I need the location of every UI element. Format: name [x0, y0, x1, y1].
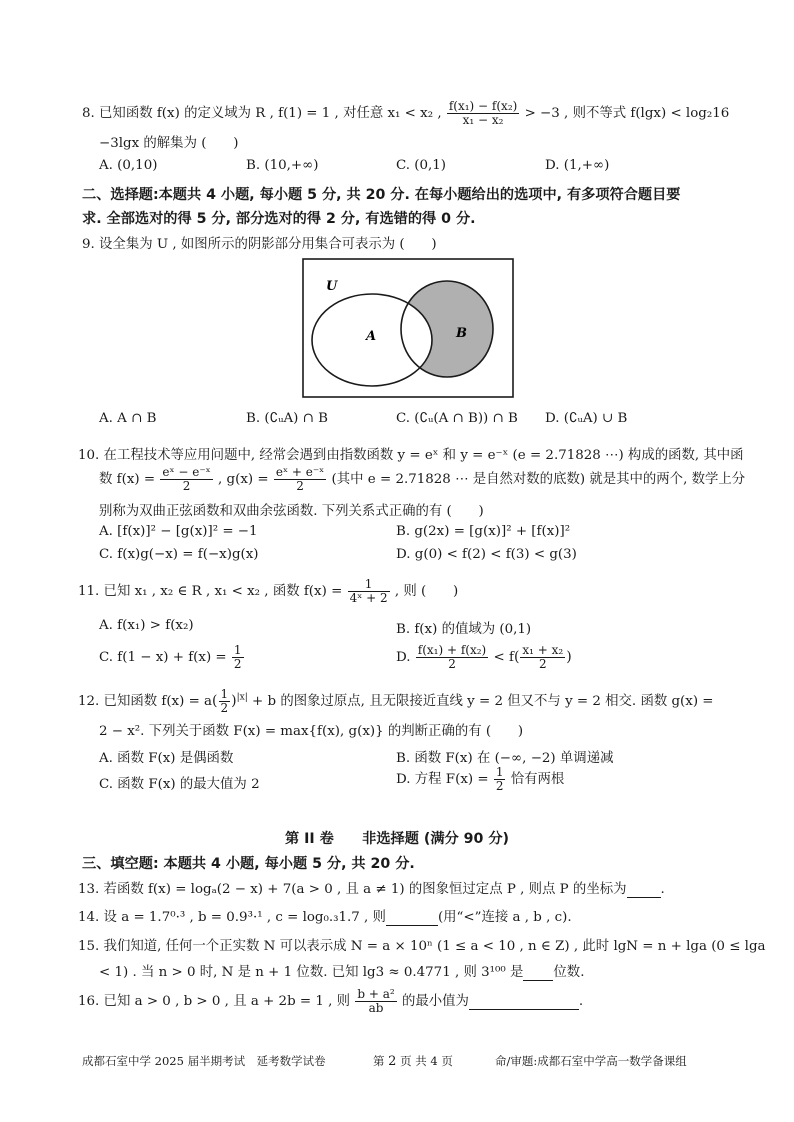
q12-option-a: A. 函数 F(x) 是偶函数: [99, 751, 234, 766]
q16: 16. 已知 a > 0 , b > 0 , 且 a + 2b = 1 , 则 $\frac{\text{b + a²}}{ab}$ 的最小值为 .: [78, 987, 584, 1015]
q9-option-c: C. (∁ᵤ(A ∩ B)) ∩ B: [396, 411, 518, 426]
q10-line1: 10. 在工程技术等应用问题中, 经常会遇到由指数函数 y = eˣ 和 y = e⁻ˣ (e = 2.71828 ⋯) 构成的函数, 其中函: [78, 448, 744, 463]
q12-text-a: 12. 已知函数 f(x) = a: [78, 694, 213, 709]
q11-d-paren-open: (: [513, 649, 520, 665]
q12-d-text-a: D. 方程 F(x) =: [396, 772, 489, 787]
q10-text-b: , g(x) =: [218, 472, 269, 487]
q14-text-b: (用“<”连接 a , b , c).: [437, 910, 572, 925]
footer-page: [373, 1053, 453, 1069]
q9-option-a: A. A ∩ B: [99, 411, 157, 426]
q8-text-a: 8. 已知函数 f(x) 的定义域为 R , f(1) = 1 , 对任意 x₁ < x₂ ,: [82, 106, 442, 121]
q8-frac-den: x₁ − x₂: [462, 113, 504, 127]
q11-frac-den: 4ˣ + 2: [349, 591, 388, 605]
q11-c-text: C. f(1 − x) + f(x) =: [99, 650, 227, 665]
q10-option-b: B. g(2x) = [g(x)]² + [f(x)]²: [396, 524, 571, 539]
q12-line2: 2 − x². 下列关于函数 F(x) = max{f(x), g(x)} 的判断正确的有 ( ): [99, 724, 524, 739]
q14-answer-blank[interactable]: [386, 910, 438, 926]
q10-g-num: eˣ + e⁻ˣ: [275, 465, 325, 479]
q16-text-a: 16. 已知 a > 0 , b > 0 , 且 a + 2b = 1 , 则: [78, 994, 351, 1009]
q8-line1: [82, 100, 729, 127]
footer-page-suffix: 页 共 4 页: [400, 1054, 453, 1068]
q10-g-fraction: [274, 466, 326, 493]
q10-text-a: 数 f(x) =: [99, 472, 156, 487]
q12-frac-den: 2: [220, 701, 229, 715]
q16-frac-num: b + a²: [357, 987, 395, 1001]
section2-heading-line1: 二、选择题:本题共 4 小题, 每小题 5 分, 共 20 分. 在每小题给出的选项中, 有多项符合题目要: [82, 187, 681, 203]
q12-option-c: C. 函数 F(x) 的最大值为 2: [99, 777, 260, 792]
q10-line3: 别称为双曲正弦函数和双曲余弦函数. 下列关系式正确的有 ( ): [99, 504, 484, 519]
q11-text-b: , 则 ( ): [394, 584, 459, 599]
q11-d-inner-den: 2: [539, 657, 547, 671]
q9-option-b: B. (∁ᵤA) ∩ B: [246, 411, 328, 426]
q15-answer-blank[interactable]: [523, 965, 553, 981]
q12-fraction: [219, 688, 231, 715]
part2-title: 第 II 卷 非选择题 (满分 90 分): [284, 831, 510, 847]
q12-option-d: [396, 766, 564, 793]
q16-frac-den: ab: [368, 1001, 384, 1015]
section3-heading: 三、填空题: 本题共 4 小题, 每小题 5 分, 共 20 分.: [82, 856, 415, 872]
section2-heading-line2: 求. 全部选对的得 5 分, 部分选对的得 2 分, 有选错的得 0 分.: [82, 211, 476, 227]
q12-d-text-b: 恰有两根: [510, 772, 565, 787]
q11-option-b: B. f(x) 的值域为 (0,1): [396, 622, 532, 637]
q10-f-den: 2: [182, 479, 191, 493]
q12-d-den: 2: [495, 779, 504, 793]
q10-option-d: D. g(0) < f(2) < f(3) < g(3): [396, 547, 577, 562]
q11-text-a: 11. 已知 x₁ , x₂ ∈ R , x₁ < x₂ , 函数 f(x) =: [78, 584, 343, 599]
q11-d-inner-num: x₁ + x₂: [522, 643, 564, 657]
q9-option-d: D. (∁ᵤA) ∪ B: [545, 411, 628, 426]
venn-label-u: U: [326, 279, 338, 294]
q15-line2: [99, 961, 584, 981]
q10-line2: [99, 466, 745, 493]
q12-option-b: B. 函数 F(x) 在 (−∞, −2) 单调递减: [396, 751, 614, 766]
q11-d-den: 2: [448, 657, 456, 671]
q8-frac-num: f(x₁) − f(x₂): [448, 99, 518, 113]
q11-d-label: D.: [396, 650, 411, 665]
q11-frac-num: 1: [348, 578, 390, 592]
q11-c-den: 2: [233, 657, 242, 671]
q11-d-paren-close: ): [566, 649, 572, 665]
q11-d-num: f(x₁) + f(x₂): [417, 643, 487, 657]
q8-option-b: B. (10,+∞): [246, 158, 319, 173]
q12-d-num: 1: [495, 765, 504, 779]
q11-fraction: [348, 578, 390, 605]
q16-answer-blank[interactable]: [469, 994, 579, 1010]
q16-fraction: [355, 988, 396, 1015]
q15-line1: 15. 我们知道, 任何一个正实数 N 可以表示成 N = a × 10ⁿ (1 ≤ a < 10 , n ∈ Z) , 此时 lgN = n + lga (0 ≤ lga: [78, 939, 766, 954]
q14-text-a: 14. 设 a = 1.7⁰·³ , b = 0.9³·¹ , c = log₀.₃1.7 , 则: [78, 910, 386, 925]
q10-option-a: A. [f(x)]² − [g(x)]² = −1: [99, 524, 258, 539]
q11-option-a: A. f(x₁) > f(x₂): [99, 618, 194, 633]
q12-line1: [78, 688, 714, 715]
q10-option-c: C. f(x)g(−x) = f(−x)g(x): [99, 547, 259, 562]
q10-f-fraction: [160, 466, 212, 493]
q11-line1: [78, 578, 458, 605]
q10-g-den: 2: [296, 479, 304, 493]
footer-page-number: 2: [388, 1054, 397, 1069]
q12-text-b: + b 的图象过原点, 且无限接近直线 y = 2 但又不与 y = 2 相交. 函数 g(x) =: [252, 694, 714, 709]
q10-f-num: eˣ − e⁻ˣ: [162, 465, 211, 479]
q12-exponent: |x|: [236, 692, 248, 703]
footer-authors: 命/审题:成都石室中学高一数学备课组: [495, 1054, 687, 1068]
q11-c-num: 1: [233, 643, 242, 657]
q13: 13. 若函数 f(x) = logₐ(2 − x) + 7(a > 0 , 且 a ≠ 1) 的图象恒过定点 P , 则点 P 的坐标为 .: [78, 882, 665, 897]
q8-line2: −3lgx 的解集为 ( ): [99, 136, 239, 151]
q8-fraction: [447, 100, 519, 127]
q11-d-fraction: [416, 644, 488, 671]
q13-answer-blank[interactable]: [627, 882, 661, 898]
footer-page-prefix: 第: [373, 1054, 385, 1068]
q11-d-inner-fraction: [520, 644, 565, 671]
q9-stem: 9. 设全集为 U , 如图所示的阴影部分用集合可表示为 ( ): [82, 237, 437, 252]
q14: [78, 906, 572, 926]
venn-diagram: [302, 258, 514, 398]
q11-option-c: [99, 644, 245, 671]
q13-text: 13. 若函数 f(x) = logₐ(2 − x) + 7(a > 0 , 且 a ≠ 1) 的图象恒过定点 P , 则点 P 的坐标为: [78, 882, 627, 897]
q12-d-fraction: [494, 766, 506, 793]
venn-label-a: A: [366, 329, 377, 344]
footer-school: 成都石室中学 2025 届半期考试 延考数学试卷: [82, 1054, 326, 1068]
q8-option-a: A. (0,10): [99, 158, 158, 173]
venn-label-b: B: [456, 326, 467, 341]
q10-text-c: (其中 e = 2.71828 ⋯ 是自然对数的底数) 就是其中的两个, 数学上分: [331, 472, 746, 487]
q12-frac-num: 1: [220, 687, 229, 701]
q11-c-fraction: [232, 644, 244, 671]
q12-paren-open: (: [212, 693, 218, 709]
q8-text-b: > −3 , 则不等式 f(lgx) < log₂16: [524, 106, 730, 121]
q16-text-b: 的最小值为: [401, 994, 469, 1009]
q11-d-text: < f: [493, 650, 514, 665]
q15-text-b: 位数.: [553, 965, 585, 980]
q8-option-d: D. (1,+∞): [545, 158, 610, 173]
q15-text-a: < 1) . 当 n > 0 时, N 是 n + 1 位数. 已知 lg3 ≈ 0.4771 , 则 3¹⁰⁰ 是: [99, 965, 524, 980]
q8-option-c: C. (0,1): [396, 158, 447, 173]
q11-option-d: [396, 644, 572, 671]
q12-paren-close: ): [231, 693, 237, 709]
